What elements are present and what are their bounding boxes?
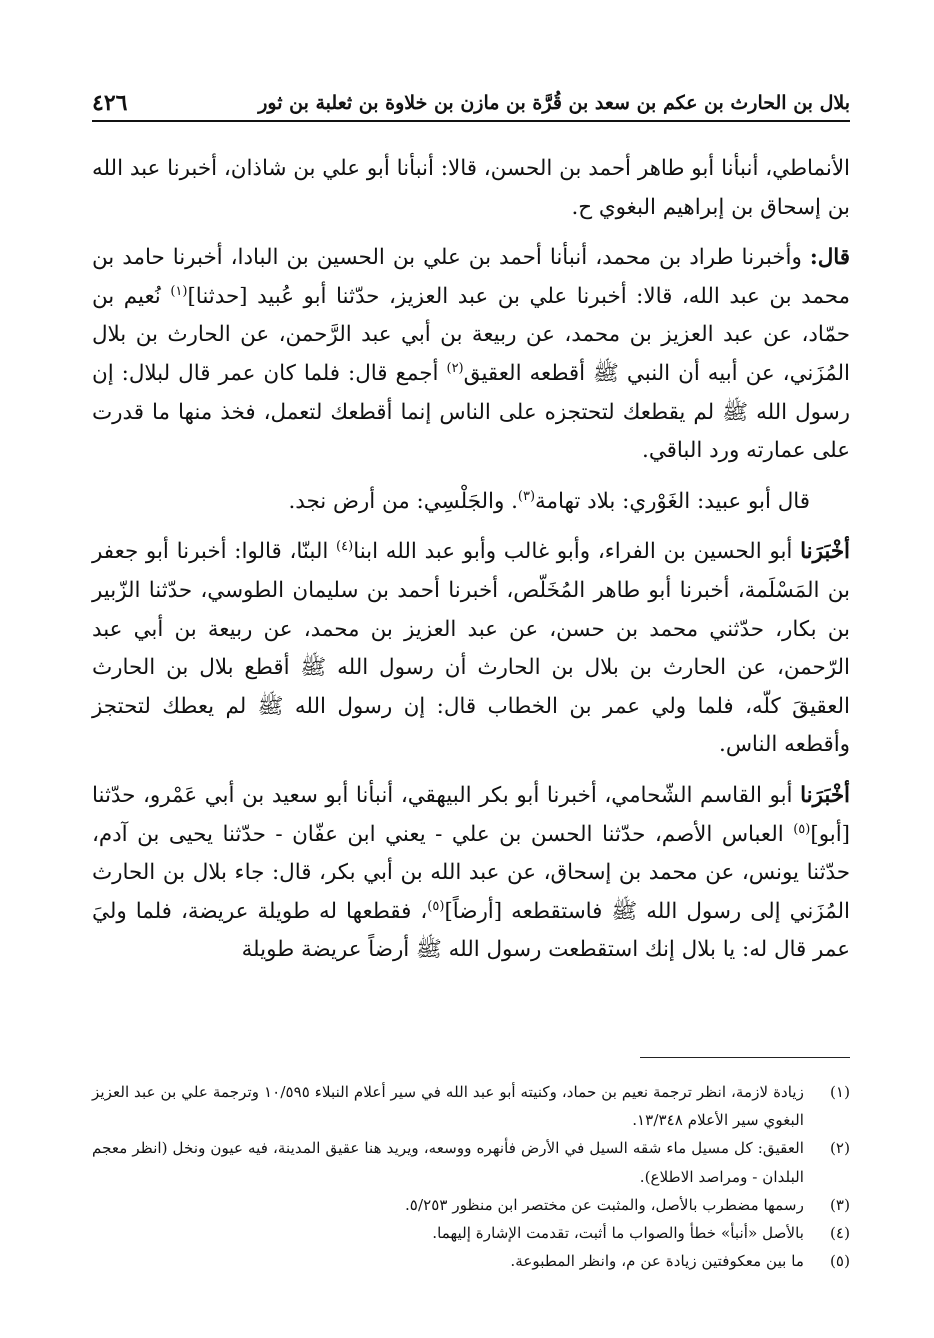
page-number: ٤٢٦ bbox=[92, 90, 128, 116]
paragraph-text: قال أبو عبيد: الغَوْري: بلاد تهامة bbox=[535, 488, 810, 514]
main-text bbox=[92, 150, 850, 982]
footnote-ref-5: (٥) bbox=[793, 821, 811, 837]
paragraph-lead: أخْبَرَنا bbox=[800, 539, 851, 565]
footnote-ref-3: (٣) bbox=[517, 488, 536, 504]
footnotes bbox=[92, 1078, 850, 1275]
paragraph-lead: قال: bbox=[809, 245, 850, 271]
footnote-ref-5: (٥) bbox=[427, 898, 445, 914]
paragraph-text: العباس الأصم، حدّثنا الحسن بن علي - يعني ابن عفّان - حدّثنا يحيى بن آدم، حدّثنا يونس، عن محمد بن إسحاق، عن عبد الله بن أبي بكر، قال: جاء بلال بن الحارث المُزَني إلى رسول الله ﷺ فاستقطعه [أرضاً] bbox=[92, 821, 850, 924]
paragraph-1 bbox=[92, 150, 850, 227]
paragraph-text: أبو القاسم الشّحامي، أخبرنا أبو بكر البيهقي، أنبأنا أبو سعيد بن أبي عَمْرو، حدّثنا [أبو] bbox=[92, 782, 850, 847]
paragraph-3 bbox=[92, 483, 850, 522]
footnote-number: (٣) bbox=[829, 1195, 850, 1214]
footnote-text: العقيق: كل مسيل ماء شقه السيل في الأرض فأنهره ووسعه، ويريد هنا عقيق المدينة، فيه عيون ونخل (انظر معجم البلدان - ومراصد الاطلاع). bbox=[92, 1139, 804, 1186]
paragraph-text: البنّا، قالوا: أخبرنا أبو جعفر بن المَسْلَمة، أخبرنا أبو طاهر المُخَلّص، أخبرنا أحمد بن سليمان الطوسي، حدّثنا الزّبير بن بكار، حدّثني محمد بن حسن، عن عبد العزيز بن محمد، عن ربيعة بن أبي عبد الرّحمن، عن الحارث بن بلال بن الحارث أن رسول الله ﷺ أقطع بلال بن الحارث العقيقَ كلّه، فلما ولي عمر بن الخطاب قال: إن رسول الله ﷺ لم يعطك لتحتجز وأقطعه الناس. bbox=[92, 539, 850, 758]
footnote-1 bbox=[92, 1078, 850, 1134]
footnote-number: (١) bbox=[829, 1083, 850, 1101]
footnote-text: رسمها مضطرب بالأصل، والمثبت عن مختصر ابن منظور ٥/٢٥٣. bbox=[404, 1195, 804, 1214]
footnote-ref-2: (٢) bbox=[446, 360, 464, 376]
paragraph-lead: أخْبَرَنا bbox=[800, 782, 850, 808]
footnote-text: ما بين معكوفتين زيادة عن م، وانظر المطبوعة. bbox=[510, 1252, 804, 1271]
paragraph-text: الأنماطي، أنبأنا أبو طاهر أحمد بن الحسن، قالا: أنبأنا أبو علي بن شاذان، أخبرنا عبد الله بن إسحاق بن إبراهيم البغوي ح. bbox=[92, 156, 850, 220]
footnote-text: بالأصل «أنبأ» خطأ والصواب ما أثبت، تقدمت الإشارة إليهما. bbox=[432, 1224, 804, 1243]
paragraph-4 bbox=[92, 533, 850, 765]
paragraph-text: وأخبرنا طراد بن محمد، أنبأنا أحمد بن علي بن الحسين بن البادا، أخبرنا حامد بن محمد بن عبد الله، قالا: أخبرنا علي بن عبد العزيز، حدّثنا أبو عُبيد [حدثنا] bbox=[92, 245, 850, 309]
paragraph-2 bbox=[92, 239, 850, 471]
footnote-ref-4: (٤) bbox=[336, 539, 354, 555]
paragraph-text: أجمع قال: فلما كان عمر قال لبلال: إن رسول الله ﷺ لم يقطعك لتحتجزه على الناس إنما أقطعك لتعمل، فخذ منها ما قدرت على عمارته ورد الباقي. bbox=[92, 360, 850, 464]
paragraph-text: ، فقطعها له طويلة عريضة، فلما وليَ عمر قال له: يا بلال إنك استقطعت رسول الله ﷺ أرضاً عريضة طويلة bbox=[92, 898, 850, 963]
running-title: بلال بن الحارث بن عكم بن سعد بن قُرَّة بن مازن بن خلاوة بن ثعلبة بن ثور bbox=[258, 92, 850, 114]
footnote-5 bbox=[92, 1247, 850, 1275]
footnote-number: (٤) bbox=[829, 1224, 850, 1243]
footnote-number: (٢) bbox=[829, 1139, 850, 1158]
footnote-text: زيادة لازمة، انظر ترجمة نعيم بن حماد، وكنيته أبو عبد الله في سير أعلام النبلاء ١٠/٥٩٥ وترجمة علي بن عبد العزيز البغوي سير الأعلام ١٣/٣٤٨. bbox=[92, 1083, 804, 1130]
footnote-2 bbox=[92, 1134, 850, 1190]
page-header bbox=[92, 80, 850, 122]
footnote-divider bbox=[640, 1057, 850, 1058]
paragraph-text: نُعيم بن حمّاد، عن عبد العزيز بن محمد، عن ربيعة بن أبي عبد الرَّحمن، عن الحارث بن بلال المُزَني، عن أبيه أن النبي ﷺ أقطعه العقيق bbox=[92, 283, 850, 386]
paragraph-text: أبو الحسين بن الفراء، وأبو غالب وأبو عبد الله ابنا bbox=[353, 539, 801, 565]
footnote-ref-1: (١) bbox=[170, 283, 188, 299]
footnote-4 bbox=[92, 1219, 850, 1247]
paragraph-5 bbox=[92, 777, 850, 970]
footnote-3 bbox=[92, 1191, 850, 1219]
footnote-number: (٥) bbox=[829, 1252, 850, 1271]
paragraph-text: . والجَلْسِي: من أرض نجد. bbox=[288, 488, 518, 514]
